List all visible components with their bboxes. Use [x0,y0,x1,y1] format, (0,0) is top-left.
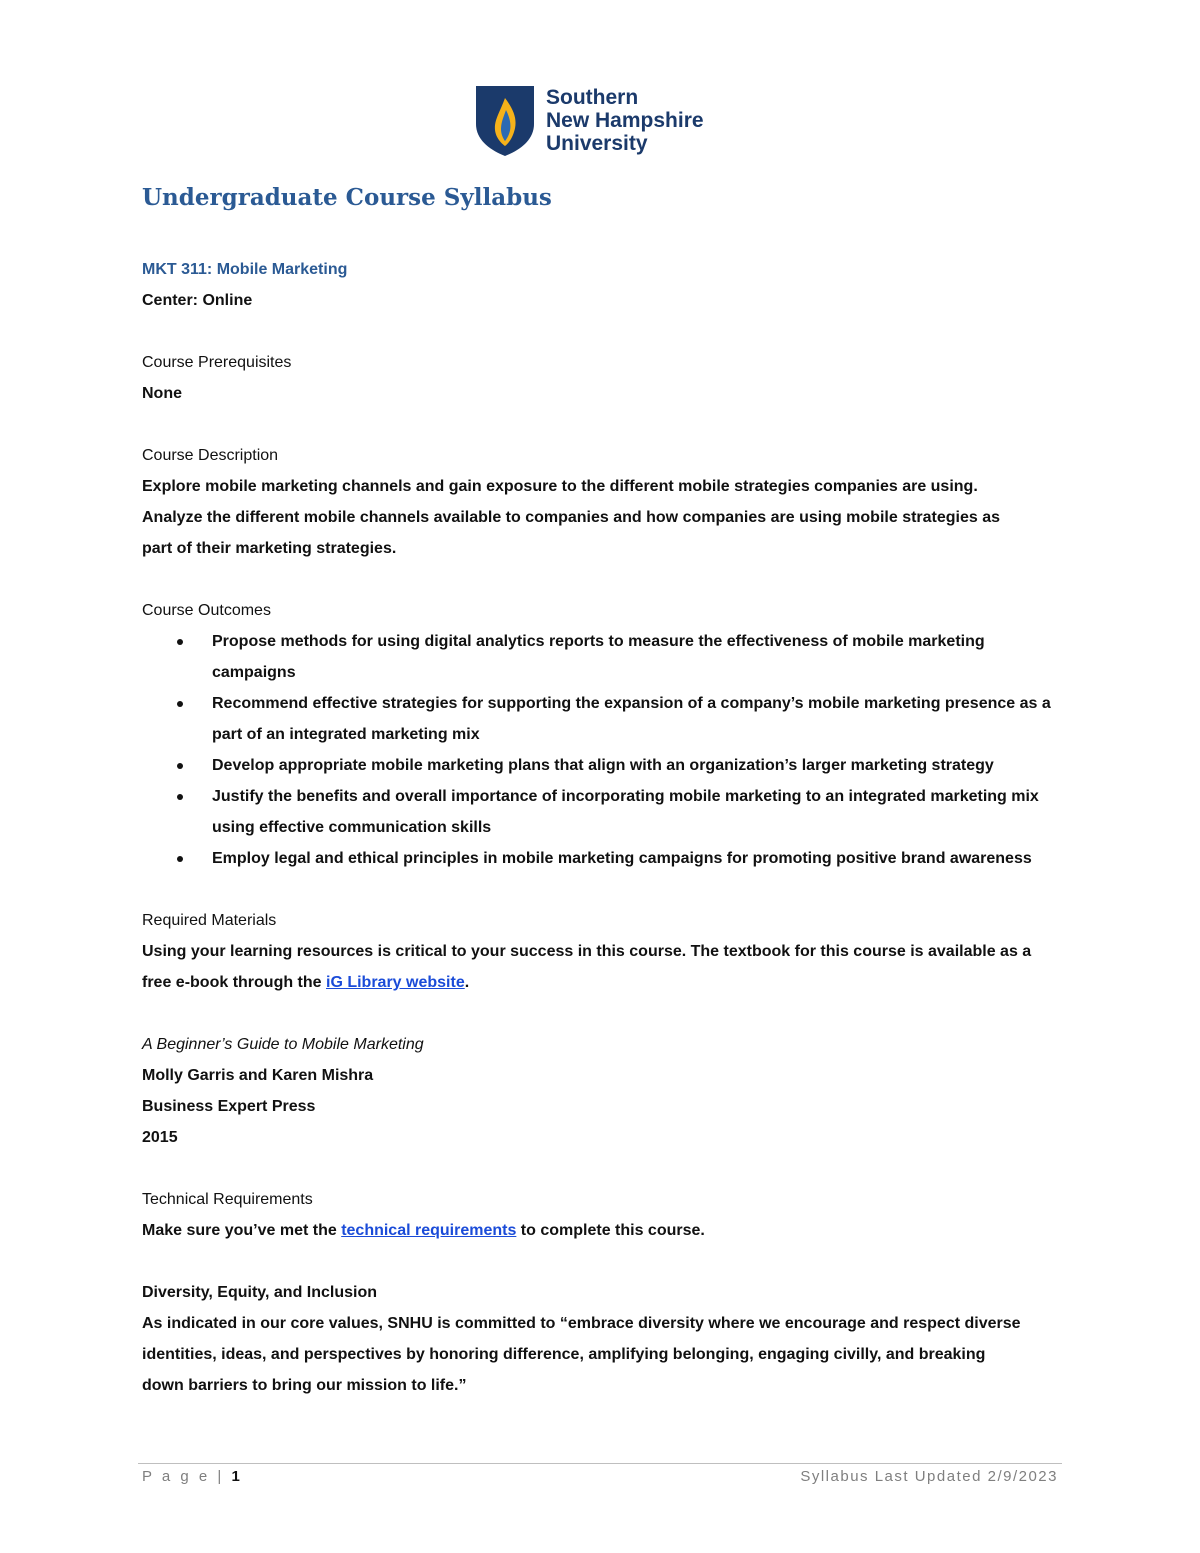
course-code-title: MKT 311: Mobile Marketing [142,261,348,278]
outcome-item: Propose methods for using digital analytics reports to measure the effectiveness of mobile marketing campaigns [142,626,1062,688]
outcome-item: Develop appropriate mobile marketing plans that align with an organization’s larger marketing strategy [142,750,1062,781]
logo-line-1: Southern [546,86,639,109]
prerequisites-value: None [142,385,182,402]
footer-divider [138,1463,1062,1464]
ig-library-link[interactable]: iG Library website [326,974,465,991]
snhu-logo [474,84,734,160]
dei-line: down barriers to bring our mission to life.” [142,1377,467,1394]
technical-heading: Technical Requirements [142,1191,313,1208]
description-line: Explore mobile marketing channels and gain exposure to the different mobile strategies companies are using. [142,478,978,495]
book-year: 2015 [142,1129,178,1146]
dei-heading: Diversity, Equity, and Inclusion [142,1284,378,1301]
syllabus-body [142,254,1062,1401]
book-publisher: Business Expert Press [142,1098,316,1115]
logo-line-2: New Hampshire [546,109,704,132]
materials-line-2 [142,967,1062,998]
dei-line: As indicated in our core values, SNHU is committed to “embrace diversity where we encourage and respect diverse [142,1315,1021,1332]
prerequisites-heading: Course Prerequisites [142,354,292,371]
description-heading: Course Description [142,447,279,464]
footer-page-indicator [142,1468,243,1485]
course-center: Center: Online [142,292,253,309]
technical-text-end: to complete this course. [516,1222,705,1239]
outcome-item: Justify the benefits and overall importance of incorporating mobile marketing to an integrated marketing mix using effective communication skills [142,781,1062,843]
materials-heading: Required Materials [142,912,277,929]
book-authors: Molly Garris and Karen Mishra [142,1067,374,1084]
footer-page-number: 1 [231,1468,243,1485]
logo-line-3: University [546,132,648,155]
outcome-item: Employ legal and ethical principles in mobile marketing campaigns for promoting positive brand awareness [142,843,1062,874]
technical-text: Make sure you’ve met the [142,1222,342,1239]
technical-requirements-link[interactable]: technical requirements [341,1222,517,1239]
technical-line [142,1215,1062,1246]
dei-line: identities, ideas, and perspectives by honoring difference, amplifying belonging, engaging civilly, and breaking [142,1346,986,1363]
flame-shield-icon [474,84,536,158]
book-title: A Beginner’s Guide to Mobile Marketing [142,1036,424,1053]
footer-page-label: P a g e | [142,1468,232,1485]
outcome-item: Recommend effective strategies for supporting the expansion of a company’s mobile marketing presence as a part of an integrated marketing mix [142,688,1062,750]
materials-line-1: Using your learning resources is critical to your success in this course. The textbook for this course is available as a [142,943,1032,960]
description-line: part of their marketing strategies. [142,540,397,557]
page-title: Undergraduate Course Syllabus [142,184,552,211]
footer-last-updated: Syllabus Last Updated 2/9/2023 [800,1468,1058,1485]
materials-line-2-text: free e-book through the [142,974,326,991]
outcomes-list [142,626,1062,874]
materials-line-2-end: . [464,974,470,991]
logo-wordmark [546,86,704,155]
outcomes-heading: Course Outcomes [142,602,271,619]
description-line: Analyze the different mobile channels available to companies and how companies are using mobile strategies as [142,509,1001,526]
